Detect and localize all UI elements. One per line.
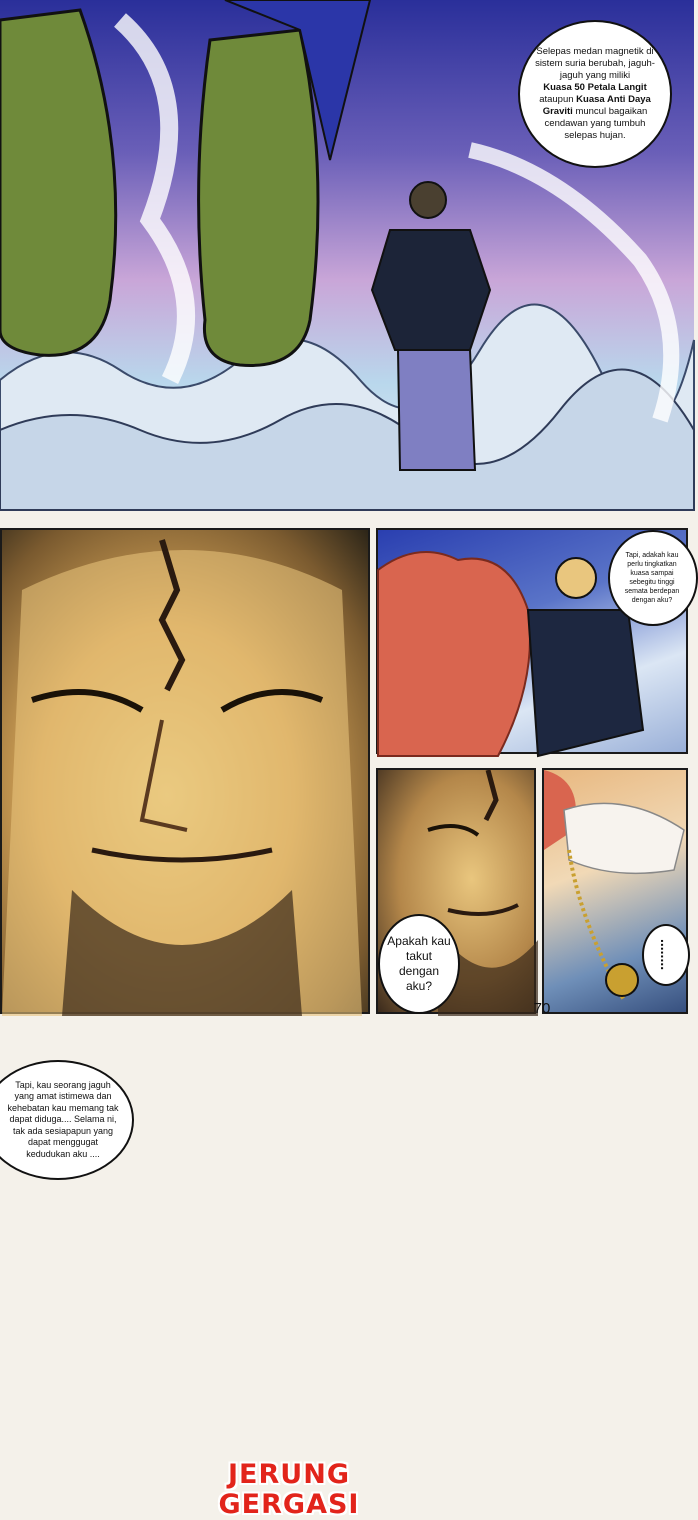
title-line-1: JERUNG xyxy=(228,1459,350,1490)
panel-redhair-encounter xyxy=(376,528,688,754)
panel-face-closeup xyxy=(0,528,370,1520)
speech-silence-text: ........ xyxy=(658,939,674,971)
speech-bubble-face xyxy=(0,1060,134,1180)
title-line-2: GERGASI xyxy=(218,1489,360,1520)
panel-bandaged-face xyxy=(542,768,688,1014)
speech-bubble-redhair xyxy=(608,530,698,626)
page-number: 70 xyxy=(533,1000,551,1017)
panel-bald-closeup xyxy=(376,768,536,1014)
speech-face-text: Tapi, kau seorang jaguh yang amat istimewa dan kehebatan kau memang tak dapat diduga.... Selama ni, tak ada sesiapapun yang dapat menggugat kedudukan aku .... xyxy=(7,1079,119,1159)
speech-bald-text: Apakah kau takut dengan aku? xyxy=(387,934,451,993)
panel-top-splash xyxy=(0,0,694,510)
comic-title xyxy=(208,1460,370,1520)
speech-redhair-text: Tapi, adakah kau perlu tingkatkan kuasa sampai sebegitu tinggi semata berdepan dengan aku? xyxy=(624,552,680,604)
caption-top-text: Selepas medan magnetik di sistem suria berubah, jaguh-jaguh yang miliki Kuasa 50 Petala Langit ataupun Kuasa Anti Daya Graviti muncul bagaikan cendawan yang tumbuh selepas hujan. xyxy=(535,46,655,141)
speech-bubble-bald xyxy=(378,914,460,1014)
caption-bubble-top xyxy=(518,20,672,168)
face-artwork xyxy=(2,530,372,1016)
speech-bubble-silence xyxy=(642,924,690,986)
